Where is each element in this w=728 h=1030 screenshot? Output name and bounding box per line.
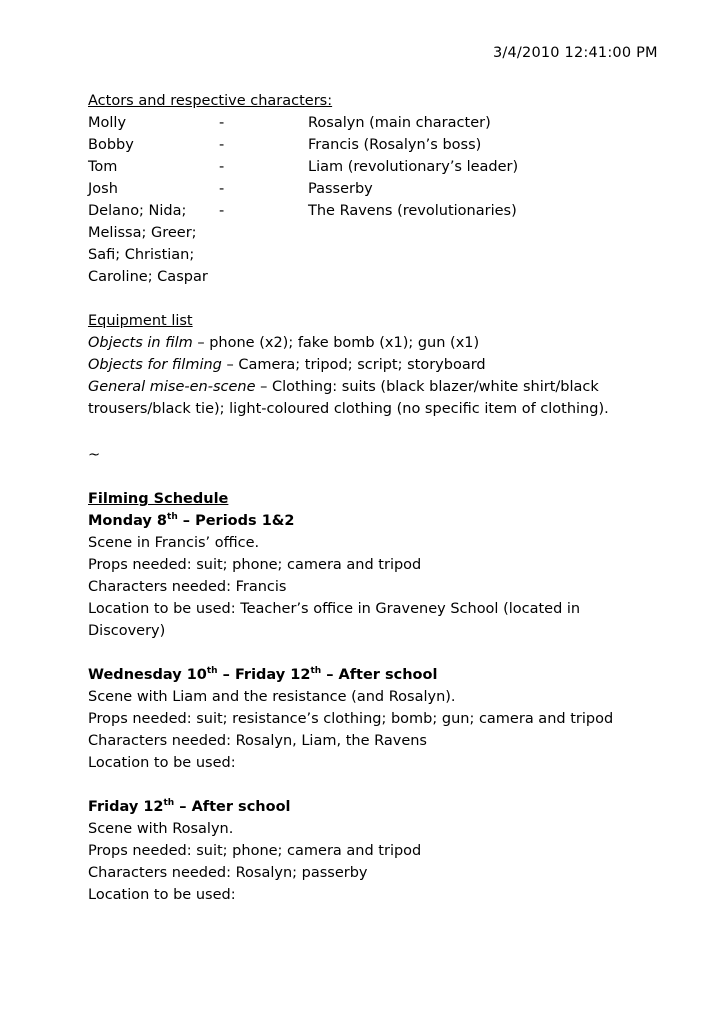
schedule-line: Props needed: suit; resistance’s clothing; bomb; gun; camera and tripod: [88, 711, 614, 727]
schedule-line: Characters needed: Rosalyn; passerby: [88, 865, 368, 881]
schedule-line: Location to be used:: [88, 887, 236, 903]
character-name: Liam (revolutionary’s leader): [308, 159, 519, 175]
schedule-line: Characters needed: Francis: [88, 579, 287, 595]
schedule-line: Props needed: suit; phone; camera and tripod: [88, 557, 422, 573]
cast-dash: -: [219, 203, 225, 219]
actor-name: Josh: [88, 181, 118, 197]
actor-name: Bobby: [88, 137, 134, 153]
document-body: [88, 90, 708, 906]
equipment-text: – Clothing: suits (black blazer/white shirt/black trousers/black tie); light-coloured clothing (no specific item of clothing).: [88, 379, 609, 417]
character-name: Rosalyn (main character): [308, 115, 491, 131]
actor-name: Molly: [88, 115, 127, 131]
cast-row: [88, 156, 708, 178]
equipment-label: Objects in film: [88, 335, 193, 351]
schedule-entry-title: Wednesday 10th – Friday 12th – After school: [88, 666, 438, 683]
character-name: Passerby: [308, 181, 373, 197]
equipment-text: – Camera; tripod; script; storyboard: [221, 357, 486, 373]
character-name: Francis (Rosalyn’s boss): [308, 137, 482, 153]
timestamp: 3/4/2010 12:41:00 PM: [493, 45, 658, 61]
schedule-line: Scene in Francis’ office.: [88, 535, 260, 551]
extra-actors-line: Safi; Christian;: [88, 247, 195, 263]
cast-dash: -: [219, 159, 225, 175]
cast-row: [88, 134, 708, 156]
extra-actors-line: Caroline; Caspar: [88, 269, 208, 285]
extra-actors-line: Melissa; Greer;: [88, 225, 197, 241]
cast-row: [88, 178, 708, 200]
actor-name: Delano; Nida;: [88, 203, 187, 219]
schedule-heading: Filming Schedule: [88, 491, 229, 507]
schedule-line: Location to be used: Teacher’s office in Graveney School (located in Discovery): [88, 601, 581, 639]
schedule-line: Scene with Rosalyn.: [88, 821, 234, 837]
cast-dash: -: [219, 181, 225, 197]
schedule-line: Scene with Liam and the resistance (and Rosalyn).: [88, 689, 456, 705]
schedule-entry-title: Friday 12th – After school: [88, 798, 291, 815]
equipment-label: General mise-en-scene: [88, 379, 256, 395]
actor-name: Tom: [88, 159, 118, 175]
cast-row: [88, 200, 708, 222]
schedule-line: Props needed: suit; phone; camera and tripod: [88, 843, 422, 859]
equipment-item: [88, 376, 648, 420]
cast-heading: Actors and respective characters:: [88, 93, 333, 109]
equipment-text: – phone (x2); fake bomb (x1); gun (x1): [192, 335, 480, 351]
schedule-entry-title: Monday 8th – Periods 1&2: [88, 512, 295, 529]
cast-row: [88, 112, 708, 134]
cast-dash: -: [219, 137, 225, 153]
cast-dash: -: [219, 115, 225, 131]
schedule-line: Location to be used:: [88, 755, 236, 771]
equipment-label: Objects for filming: [88, 357, 222, 373]
separator: ~: [88, 447, 101, 463]
equipment-item: [88, 332, 708, 354]
equipment-item: [88, 354, 708, 376]
equipment-heading: Equipment list: [88, 313, 193, 329]
schedule-line: Characters needed: Rosalyn, Liam, the Ravens: [88, 733, 427, 749]
character-name: The Ravens (revolutionaries): [308, 203, 517, 219]
